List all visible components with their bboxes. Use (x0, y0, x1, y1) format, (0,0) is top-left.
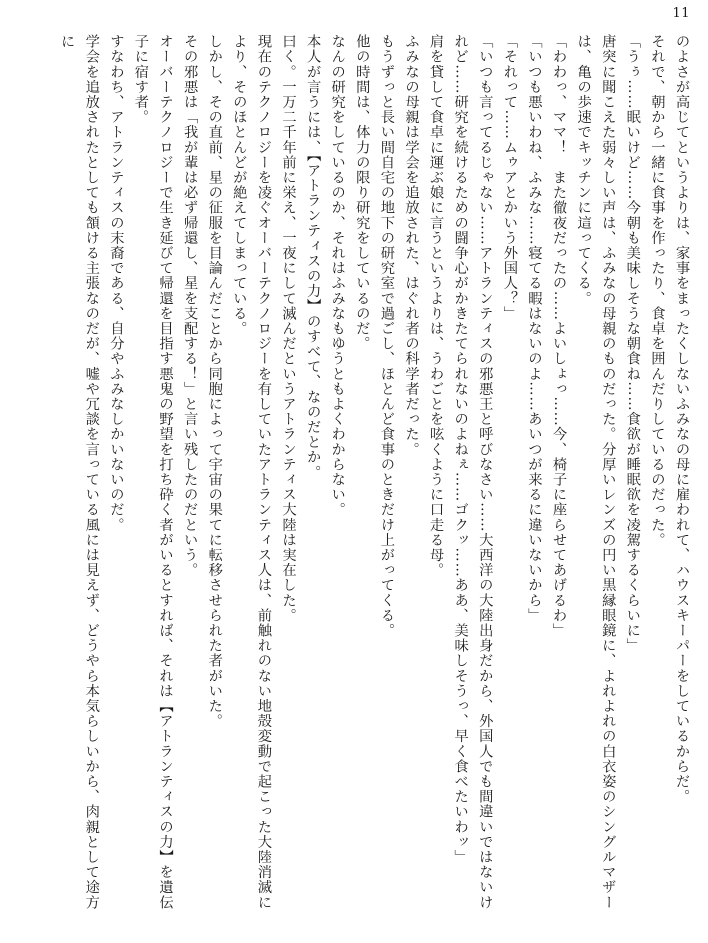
paragraph-line: 肩を貸して食卓に運ぶ娘に言うというよりは、うわごとを呟くように口走る母。 (428, 34, 445, 578)
dialogue-line: 「いつも悪いわね、ふみな……寝てる暇はないのよ……あいつが来るに違いないから」 (526, 34, 543, 623)
paragraph-line: なんの研究をしているのか、それはふみなもゆうともよくわからない。 (329, 34, 346, 518)
paragraph-line: 唐突に聞こえた弱々しい声は、ふみなの母親のものだった。分厚いレンズの円い黒縁眼鏡に、よれよれの白衣姿のシングルマザーは、亀の歩速でキッチンに這ってくる。 (575, 34, 617, 910)
paragraph-line: 現在のテクノロジーを凌ぐオーバーテクノロジーを有していたアトランティス人は、前触れのない地殻変動で起こった大陸消滅により、そのほとんどが絶えてしまっている。 (231, 34, 272, 910)
dialogue-line: 「うぅ……眠いけど……今朝も美味しそうな朝食ね……食欲が睡眠欲を凌駕するくらいに」 (624, 34, 641, 654)
vertical-text-body (8, 34, 694, 922)
paragraph-line: しかし、その直前、星の征服を目論んだことから同胞によって宇宙の果てに転移させられた者がいた。 (206, 34, 223, 729)
paragraph-line: それで、朝から一緒に食事を作ったり、食卓を囲んだりしているのだった。 (649, 34, 666, 548)
paragraph-line: もうずっと長い間自宅の地下の研究室で過ごし、ほとんど食事のときだけ上がってくる。 (378, 34, 395, 638)
paragraph-line: 学会を追放されたとしても頷ける主張なのだが、嘘や冗談を言っている風には見えず、どうやら本気らしいから、肉親として途方に (59, 34, 100, 910)
paragraph-line: 本人が言うには、【アトランティスの力】のすべて、なのだとか。 (305, 34, 322, 480)
paragraph-line: 他の時間は、体力の限り研究をしているのだ。 (354, 34, 371, 352)
dialogue-line: 「いつも言ってるじゃない……アトランティスの邪悪王と呼びなさい……大西洋の大陸出身だから、外国人でも間違いではないけれど……研究を続けるための闘争心がかきたてられないのよねぇ……ゴクッ……ああ、美味しそうっ、早く食べたいわッ」 (452, 34, 494, 910)
paragraph-line: すなわち、アトランティスの末裔である、自分やふみなしかいないのだ。 (108, 34, 125, 533)
page-number: 11 (672, 6, 690, 21)
paragraph-line: のよさが高じてというよりは、家事をまったくしないふみなの母に雇われて、ハウスキーパーをしているからだ。 (674, 34, 690, 805)
paragraph-line: 曰く。一万二千年前に栄え、一夜にして滅んだというアトランティス大陸は実在した。 (280, 34, 297, 623)
paragraph-line: オーバーテクノロジーで生き延びて帰還を目指す悪鬼の野望を打ち砕く者がいるとすれば、それは【アトランティスの力】を遺伝子に宿す者。 (132, 34, 174, 910)
dialogue-line: 「それって……ムゥアとかいう外国人？」 (501, 34, 518, 321)
paragraph-line: その邪悪は「我が輩は必ず帰還し、星を支配する！」と言い残したのだという。 (182, 34, 199, 578)
paragraph-line: ふみなの母親は学会を追放された、はぐれ者の科学者だった。 (403, 34, 420, 457)
dialogue-line: 「わわっ、ママ！ また徹夜だったの……よいしょっ……今、椅子に座らせてあげるわ」 (551, 34, 568, 638)
